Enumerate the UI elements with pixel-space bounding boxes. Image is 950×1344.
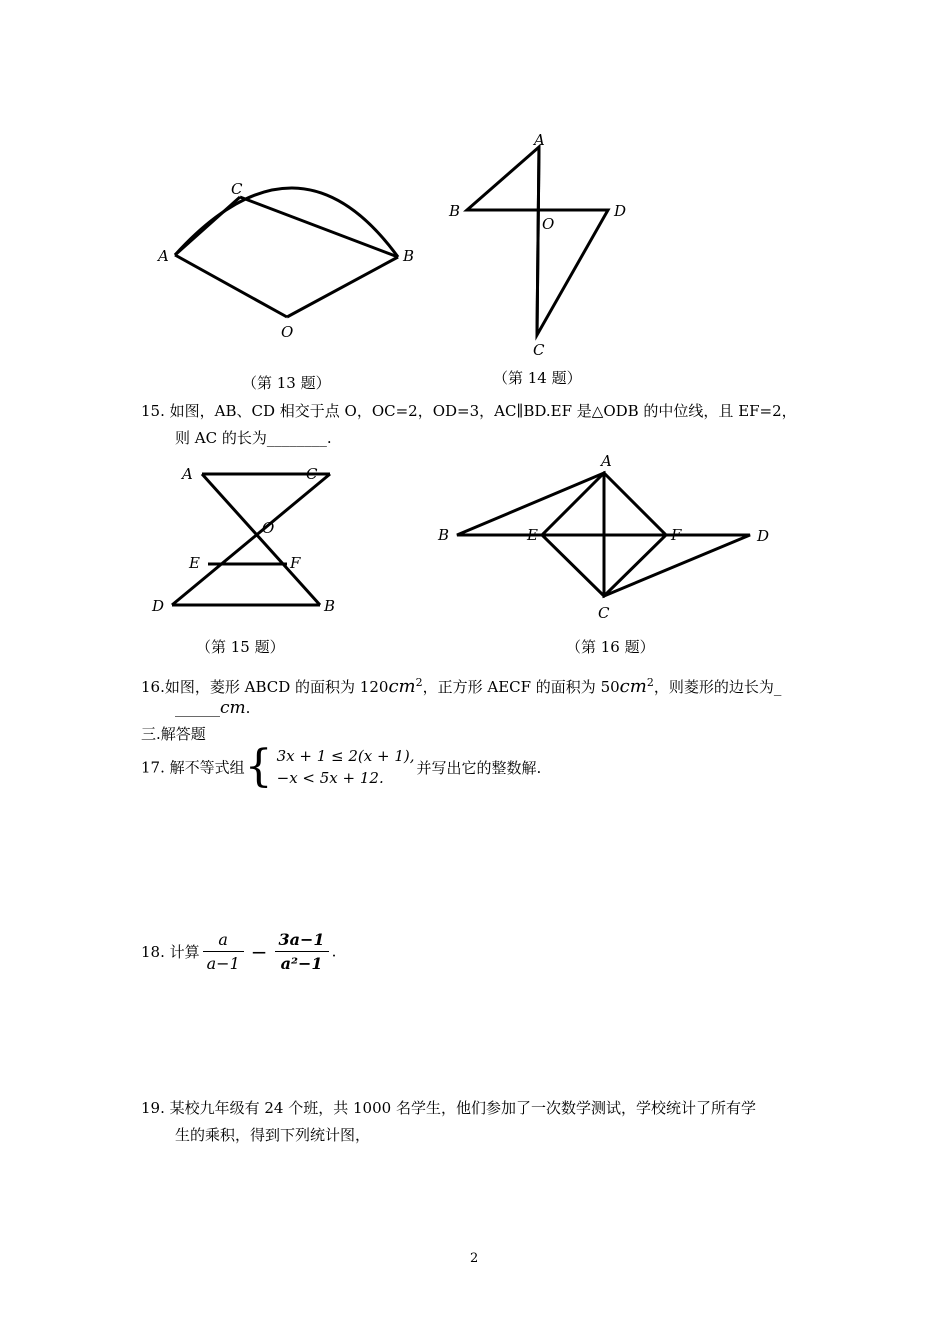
q18 <box>141 930 336 973</box>
q16-unit2: cm <box>619 676 647 697</box>
q19-line1: 19. 某校九年级有 24 个班，共 1000 名学生，他们参加了一次数学测试，学校统计了所有学 <box>141 1099 756 1117</box>
label-c: C <box>231 180 243 198</box>
q18-fraction-1 <box>203 930 244 973</box>
q18-prefix: 18. 计算 <box>141 943 200 961</box>
q18-frac1-num: a <box>203 930 244 952</box>
q16-part3: ，则菱形的边长为_ <box>653 678 782 696</box>
caption-16: （第 16 题） <box>566 638 655 656</box>
q17-prefix: 17. 解不等式组 <box>141 758 245 777</box>
label-b: B <box>449 202 461 220</box>
label-d: D <box>152 597 165 615</box>
q16-unit1: cm <box>388 676 416 697</box>
q16-sup1: 2 <box>415 676 423 689</box>
label-f: F <box>290 554 301 572</box>
q17 <box>141 741 542 792</box>
label-a: A <box>182 465 193 483</box>
q17-system <box>277 745 415 789</box>
q16-blank: ______ <box>175 699 220 717</box>
label-o: O <box>262 519 275 537</box>
rhombus-abcd <box>457 473 750 596</box>
label-o: O <box>542 215 555 233</box>
segment-ob <box>287 257 398 317</box>
q17-brace: { <box>244 741 273 792</box>
label-b: B <box>403 247 415 265</box>
q19-line2: 生的乘积，得到下列统计图， <box>175 1126 371 1144</box>
q16-unit3: cm <box>220 698 246 718</box>
label-d: D <box>614 202 627 220</box>
caption-15: （第 15 题） <box>196 638 285 656</box>
q17-ineq1: 3x + 1 ≤ 2(x + 1), <box>276 747 415 765</box>
q16-line2 <box>175 698 250 718</box>
q16-part2: ，正方形 AECF 的面积为 50 <box>422 678 620 696</box>
segment-ac <box>175 197 240 255</box>
q18-frac2-den: a²−1 <box>280 954 323 973</box>
q18-frac2-num: 3a−1 <box>275 930 329 952</box>
q15-line1: 15. 如图，AB、CD 相交于点 O，OC=2，OD=3，AC∥BD.EF 是△ODB 的中位线，且 EF=2， <box>141 402 797 420</box>
q18-end: . <box>331 942 337 961</box>
section-3-title: 三.解答题 <box>141 725 206 743</box>
figure-14 <box>440 128 640 368</box>
q18-operator: − <box>250 939 268 964</box>
label-a: A <box>534 131 545 149</box>
q16-end: . <box>245 699 251 717</box>
label-b: B <box>438 526 450 544</box>
label-a: A <box>601 452 612 470</box>
label-e: E <box>189 554 200 572</box>
segment-ao <box>175 255 287 317</box>
segment-ac <box>537 147 539 335</box>
q16-part1: 16.如图，菱形 ABCD 的面积为 120 <box>141 678 389 696</box>
segment-cd <box>172 474 330 605</box>
caption-14: （第 14 题） <box>493 369 582 387</box>
label-c: C <box>598 604 610 622</box>
q18-fraction-2 <box>275 930 329 973</box>
arc-ab <box>175 188 398 257</box>
q17-ineq2: −x < 5x + 12. <box>276 769 384 787</box>
figure-13 <box>150 175 430 345</box>
q16-line1 <box>141 673 781 697</box>
figure-16 <box>430 450 780 625</box>
caption-13: （第 13 题） <box>242 374 331 392</box>
label-e: E <box>527 526 538 544</box>
label-c: C <box>533 341 545 359</box>
q16-sup2: 2 <box>646 676 654 689</box>
label-d: D <box>757 527 770 545</box>
segment-ab <box>202 474 320 605</box>
figure-15 <box>145 460 355 620</box>
label-a: A <box>158 247 169 265</box>
label-o: O <box>281 323 294 341</box>
label-b: B <box>324 597 336 615</box>
page-number: 2 <box>470 1251 479 1266</box>
q17-suffix: 并写出它的整数解. <box>416 758 542 777</box>
label-f: F <box>671 526 682 544</box>
q15-line2: 则 AC 的长为________. <box>175 429 332 447</box>
q18-frac1-den: a−1 <box>206 954 240 973</box>
label-c: C <box>306 465 318 483</box>
